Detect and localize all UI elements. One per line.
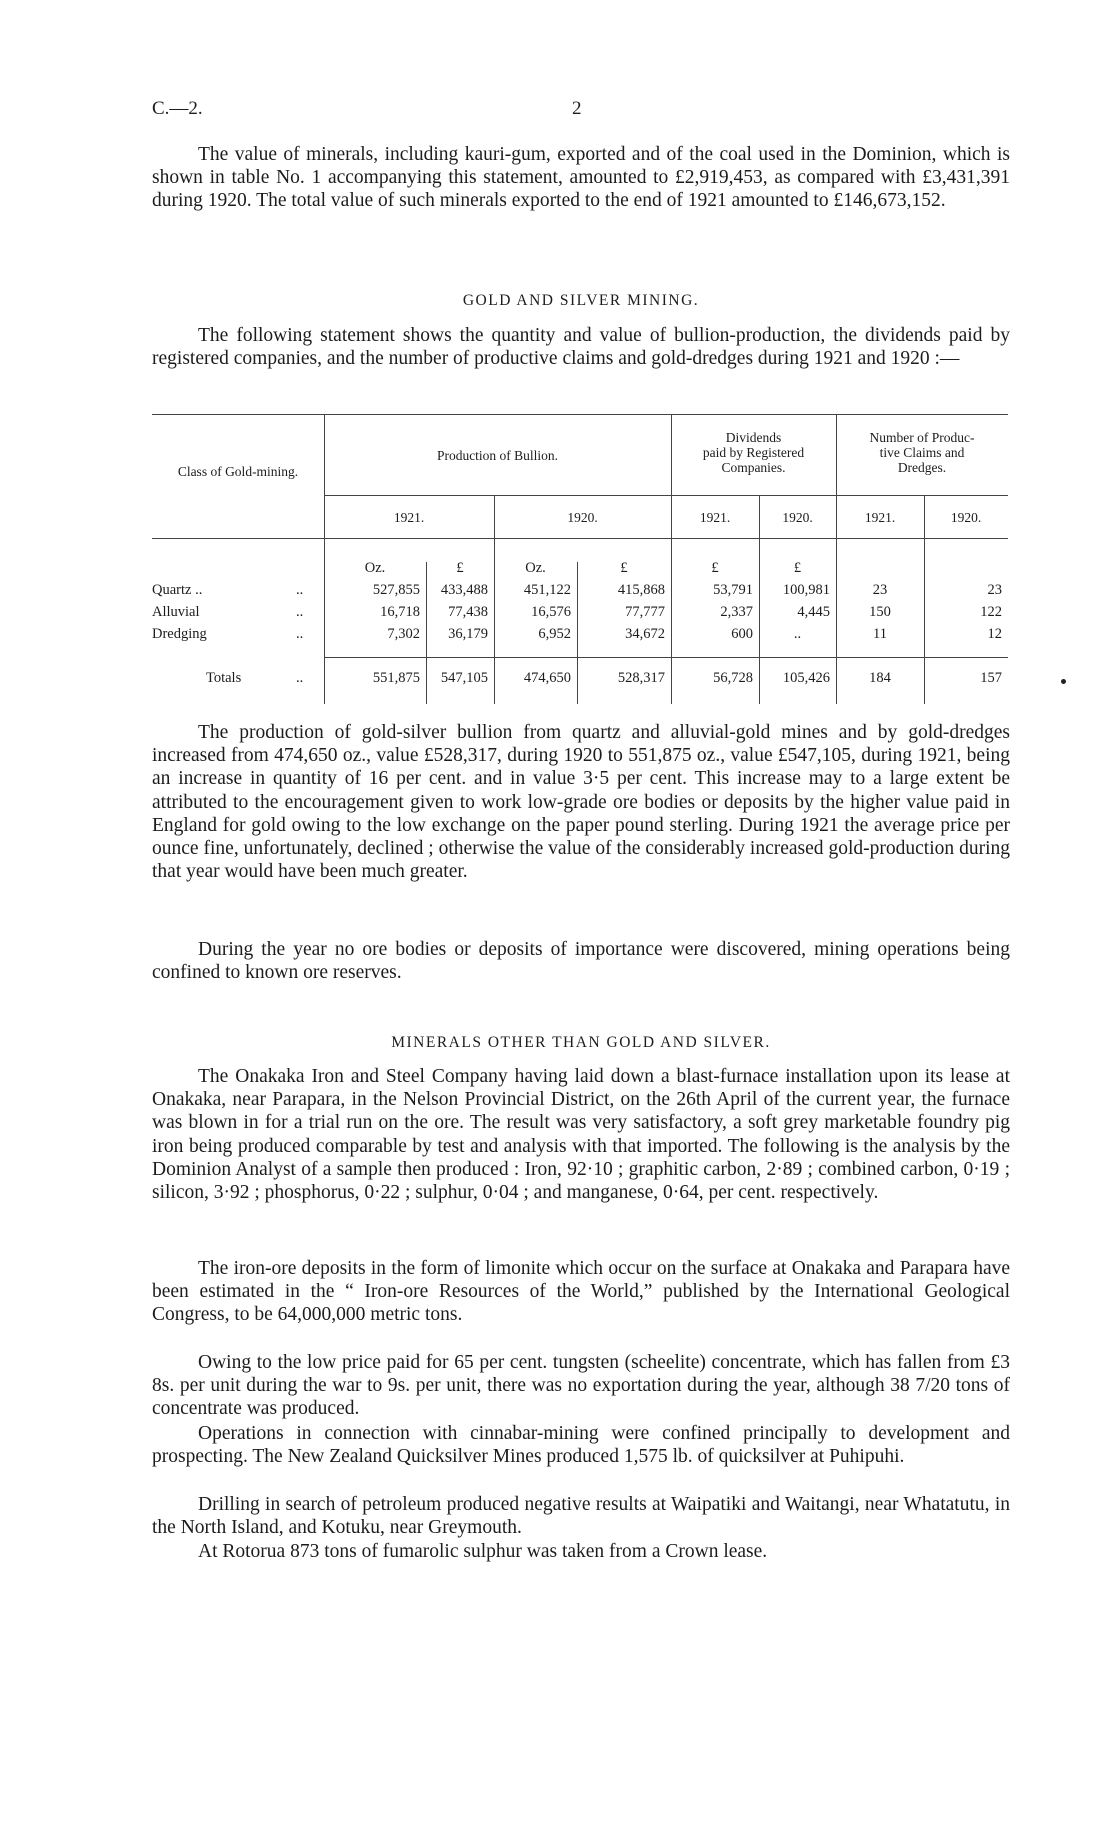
gold-section-intro: The following statement shows the quantity and value of bullion-production, the dividends paid by registered companies, and the number of productive claims and gold-dredges during 1921 and 1920 :— (152, 325, 1010, 370)
unit-label: £ (711, 560, 719, 576)
row-label: Quartz .. (152, 582, 203, 598)
year-header: 1921. (393, 510, 425, 525)
minerals-paragraph: Operations in connection with cinnabar-mining were confined principally to development and prospecting. The New Zealand Quicksilver Mines produced 1,575 lb. of quicksilver at Puhipuhi. (152, 1423, 1010, 1468)
document-reference: C.—2. (152, 98, 203, 119)
minerals-paragraph: At Rotorua 873 tons of fumarolic sulphur was taken from a Crown lease. (198, 1541, 768, 1562)
margin-mark (1061, 679, 1066, 684)
year-header: 1921. (864, 510, 896, 525)
minerals-paragraph: Owing to the low price paid for 65 per cent. tungsten (scheelite) concentrate, which has fallen from £3 8s. per unit during the war to 9s. per unit, there was no exportation during the year, although 38 7/20 tons of concentrate was produced. (152, 1352, 1010, 1420)
gold-section-title: GOLD AND SILVER MINING. (462, 292, 700, 309)
page-number: 2 (572, 98, 582, 119)
page-header (152, 98, 1012, 124)
row-label: Alluvial (152, 604, 200, 620)
bullion-table: Class of Gold-mining. Production of Bullion. Dividends paid by Registered Companies. Number of Produc- tive Claims and Dredges. 1921. 1920. 1921. 1920. 1921. 1920. Oz. £ Oz. £ £ £ Quartz .. .. 527,855 433,488 451,122 415,868 53,791 100,981 23 23 Alluvial .. 16,718 77,438 16,576 77,777 2,337 4,445 150 122 Dredging .. 7,302 36,179 6,952 34,672 600 .. 11 12 Totals .. 551,875 547,105 474,650 528,317 56,728 105,426 184 157 (152, 414, 1010, 704)
row-label: Dredging (152, 626, 207, 642)
totals-label: Totals (206, 670, 242, 686)
leader-dots: .. (296, 582, 304, 598)
minerals-section-title: MINERALS OTHER THAN GOLD AND SILVER. (391, 1034, 771, 1051)
unit-label: Oz. (364, 560, 386, 576)
class-header: Class of Gold-mining. (177, 464, 299, 479)
dividends-header: Dividends paid by Registered Companies. (702, 430, 805, 475)
production-header: Production of Bullion. (436, 448, 559, 463)
year-header: 1921. (699, 510, 731, 525)
leader-dots: .. (296, 626, 304, 642)
year-header: 1920. (567, 510, 598, 525)
gold-paragraph: During the year no ore bodies or deposits of importance were discovered, mining operations being confined to known ore reserves. (152, 939, 1010, 984)
leader-dots: .. (296, 604, 304, 620)
minerals-paragraph: The iron-ore deposits in the form of limonite which occur on the surface at Onakaka and Parapara have been estimated in the “ Iron-ore Resources of the World,” published by the International Geological Congress, to be 64,000,000 metric tons. (152, 1258, 1010, 1326)
unit-label: Oz. (525, 560, 546, 576)
unit-label: £ (793, 560, 802, 576)
minerals-paragraph: Drilling in search of petroleum produced negative results at Waipatiki and Waitangi, near Whatatutu, in the North Island, and Kotuku, near Greymouth. (152, 1494, 1010, 1539)
leader-dots: .. (296, 670, 304, 686)
gold-paragraph: The production of gold-silver bullion from quartz and alluvial-gold mines and by gold-dredges increased from 474,650 oz., value £528,317, during 1920 to 551,875 oz., value £547,105, during 1921, being an increase in quantity of 16 per cent. and in value 3·5 per cent. This increase may to a large extent be attributed to the encouragement given to work low-grade ore bodies or deposits by the higher value paid in England for gold owing to the low exchange on the paper pound sterling. During 1921 the average price per ounce fine, unfortunately, declined ; otherwise the value of the considerably increased gold-production during that year would have been much greater. (152, 722, 1010, 883)
claims-header: Number of Produc- tive Claims and Dredges. (869, 430, 975, 475)
intro-paragraph: The value of minerals, including kauri-gum, exported and of the coal used in the Dominion, which is shown in table No. 1 accompanying this statement, amounted to £2,919,453, as compared with £3,431,391 during 1920. The total value of such minerals exported to the end of 1921 amounted to £146,673,152. (152, 144, 1010, 212)
unit-label: £ (456, 560, 464, 576)
minerals-paragraph: The Onakaka Iron and Steel Company having laid down a blast-furnace installation upon its lease at Onakaka, near Parapara, in the Nelson Provincial District, on the 26th April of the current year, the furnace was blown in for a trial run on the ore. The result was very satisfactory, a soft grey marketable foundry pig iron being produced comparable by test and analysis with that imported. The following is the analysis by the Dominion Analyst of a sample then produced : Iron, 92·10 ; graphitic carbon, 2·89 ; combined carbon, 0·19 ; silicon, 3·92 ; phosphorus, 0·22 ; sulphur, 0·04 ; and manganese, 0·64, per cent. respectively. (152, 1066, 1010, 1204)
year-header: 1920. (950, 510, 982, 525)
year-header: 1920. (782, 510, 813, 525)
unit-label: £ (620, 560, 628, 576)
